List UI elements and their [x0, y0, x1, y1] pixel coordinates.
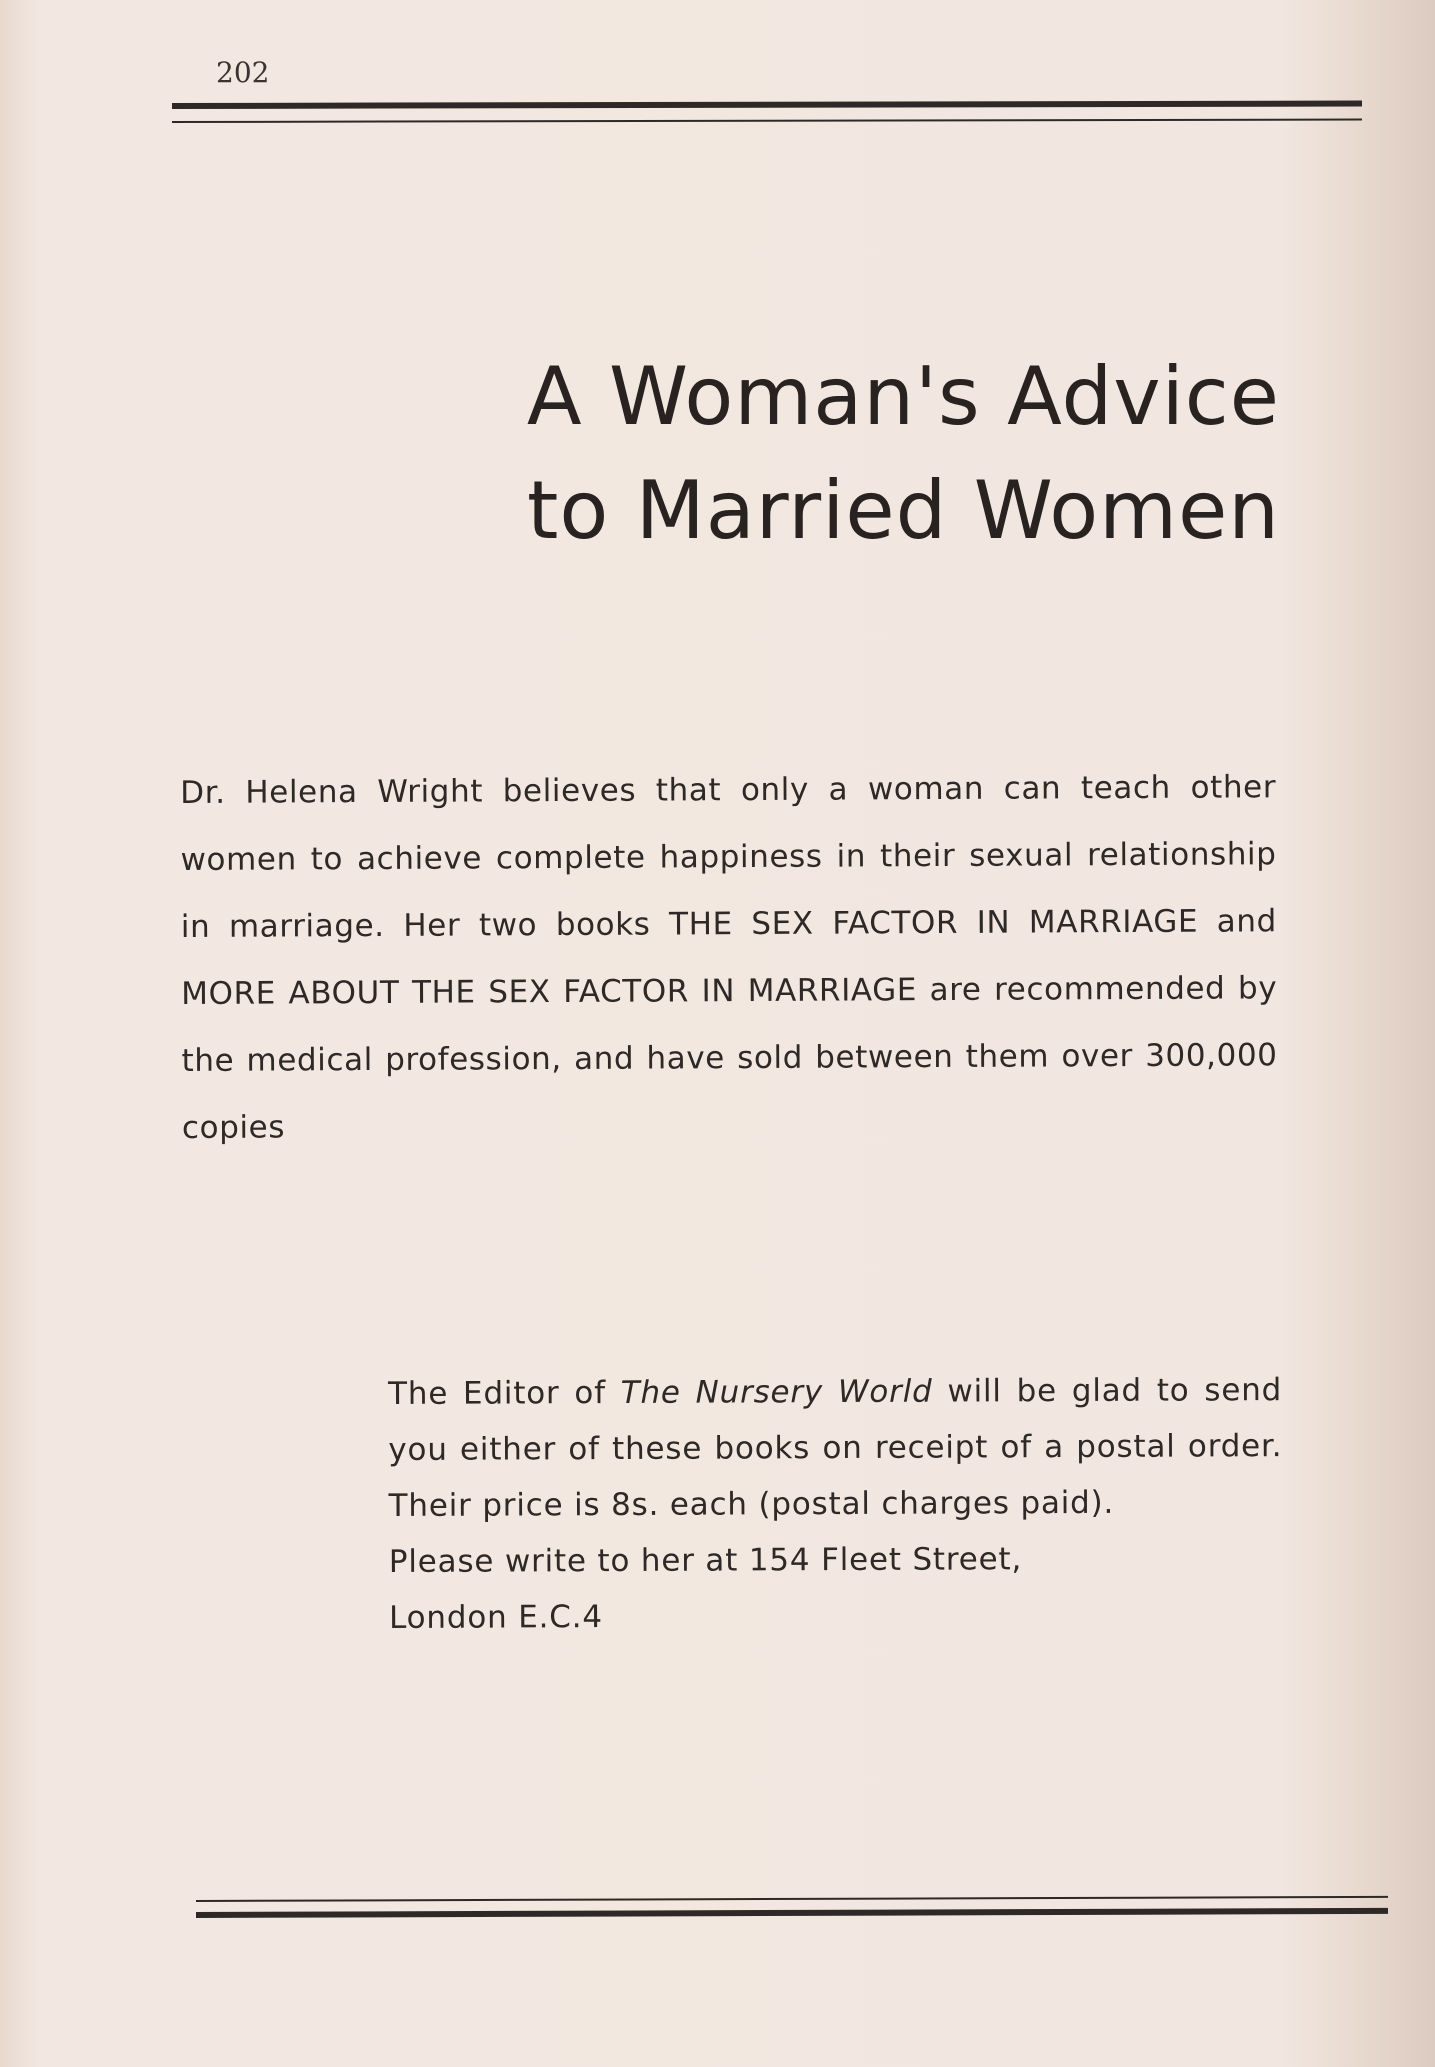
intro-paragraph: Dr. Helena Wright believes that only a woman can teach other women to achieve complete happiness in their sexual relationship in marriage. Her two books THE SEX FACTOR IN MARRIAGE and MORE ABOUT THE SEX FACTOR IN MARRIAGE are recommended by the medical profession, and have sold between them over 300,000 copies [180, 769, 1278, 1146]
top-rule-thick [172, 101, 1362, 109]
editor-prefix: The Editor of [388, 1374, 621, 1412]
bottom-rule-thin [196, 1896, 1388, 1902]
page-number: 202 [216, 56, 270, 89]
ordering-paragraph [388, 1362, 1283, 1534]
advert-headline [420, 340, 1280, 568]
address-line-2: London E.C.4 [389, 1599, 603, 1636]
headline-line-1: A Woman's Advice [526, 350, 1280, 443]
publication-name: The Nursery World [620, 1373, 933, 1411]
ordering-notice [388, 1362, 1283, 1646]
bottom-rule-thick [196, 1908, 1388, 1918]
top-rule-thin [172, 119, 1362, 123]
address-line-1: Please write to her at 154 Fleet Street, [388, 1541, 1023, 1580]
editor-suffix: will be glad to send you either of these books on receipt of a postal order. Their price is 8s. each (postal charges paid). [388, 1372, 1283, 1524]
headline-line-2: to Married Women [526, 464, 1280, 557]
